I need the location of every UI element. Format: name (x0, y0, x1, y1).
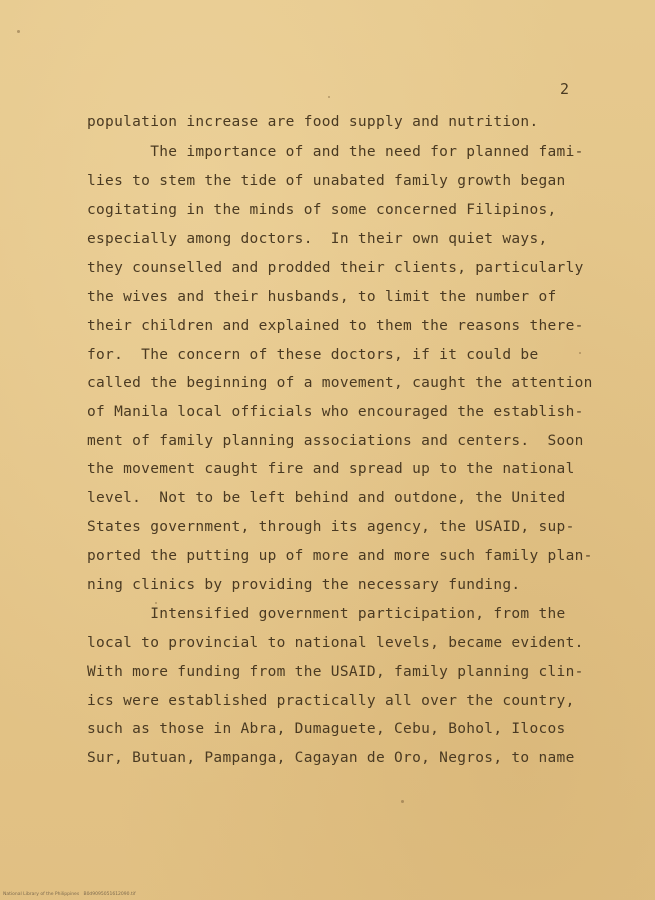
text-line: of Manila local officials who encouraged the establish- (87, 404, 584, 420)
page-number: 2 (560, 80, 570, 98)
archive-reference: B0d9095051612090.tif (83, 892, 136, 897)
text-line: cogitating in the minds of some concerned Filipinos, (87, 202, 557, 218)
text-line: The importance of and the need for planned fami- (87, 144, 584, 160)
text-line: Sur, Butuan, Pampanga, Cagayan de Oro, Negros, to name (87, 750, 575, 766)
text-line: With more funding from the USAID, family planning clin- (87, 664, 584, 680)
text-line: level. Not to be left behind and outdone, the United (87, 490, 566, 506)
text-line: their children and explained to them the reasons there- (87, 318, 584, 334)
text-line: population increase are food supply and nutrition. (87, 114, 539, 130)
text-line: the wives and their husbands, to limit the number of (87, 289, 557, 305)
text-line: especially among doctors. In their own quiet ways, (87, 231, 548, 247)
text-line: local to provincial to national levels, became evident. (87, 635, 584, 651)
archive-footer (3, 892, 136, 897)
paper-speck (17, 30, 20, 33)
paper-speck (155, 602, 157, 604)
text-line: such as those in Abra, Dumaguete, Cebu, Bohol, Ilocos (87, 721, 566, 737)
paper-speck (328, 96, 330, 98)
text-line: Intensified government participation, from the (87, 606, 566, 622)
text-line: ported the putting up of more and more such family plan- (87, 548, 593, 564)
text-line: ics were established practically all over the country, (87, 693, 575, 709)
archive-label: National Library of the Philippines (3, 892, 80, 897)
text-line: States government, through its agency, the USAID, sup- (87, 519, 575, 535)
text-line: for. The concern of these doctors, if it could be (87, 347, 539, 363)
text-line: the movement caught fire and spread up to the national (87, 461, 575, 477)
text-line: ning clinics by providing the necessary funding. (87, 577, 521, 593)
paper-speck (401, 800, 404, 803)
text-line: lies to stem the tide of unabated family growth began (87, 173, 566, 189)
text-line: called the beginning of a movement, caught the attention (87, 375, 593, 391)
paper-speck (579, 352, 581, 354)
text-line: they counselled and prodded their clients, particularly (87, 260, 584, 276)
text-line: ment of family planning associations and centers. Soon (87, 433, 584, 449)
